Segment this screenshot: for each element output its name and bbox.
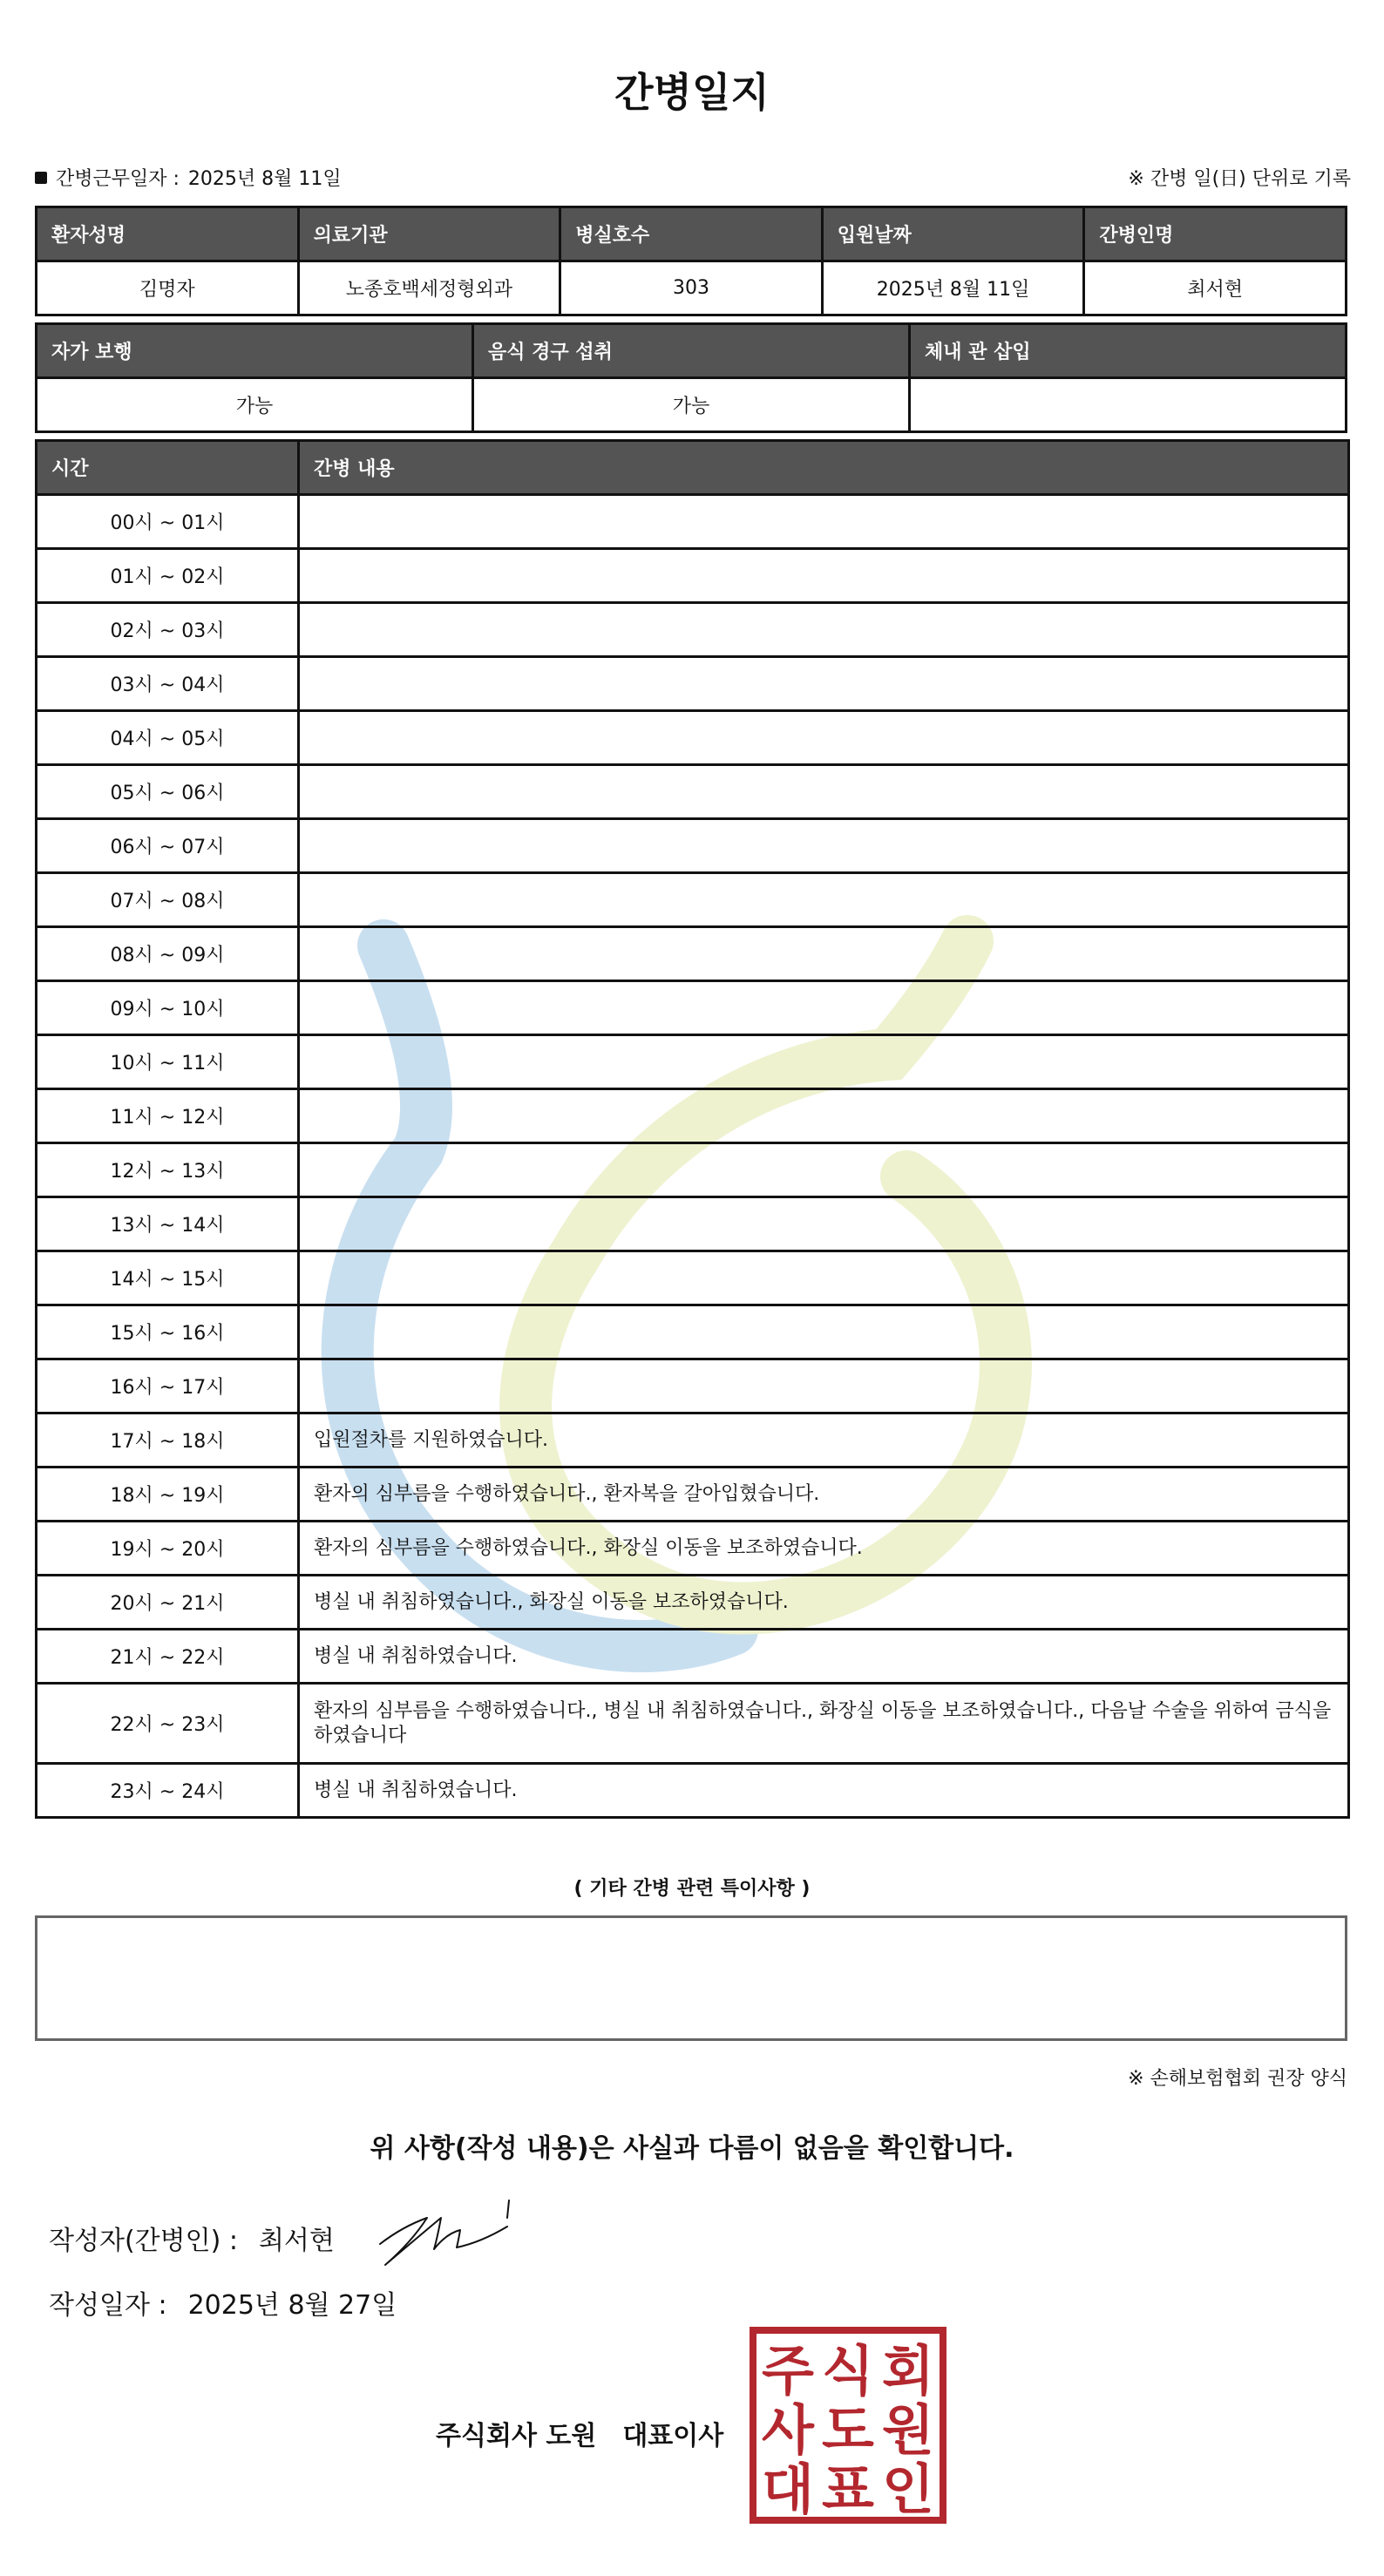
table-row xyxy=(37,765,1349,819)
table-row xyxy=(37,819,1349,873)
svg-text:원: 원 xyxy=(882,2398,934,2462)
square-bullet-icon xyxy=(35,172,47,184)
time-cell: 21시 ~ 22시 xyxy=(37,1630,299,1684)
work-date-label: 간병근무일자 : xyxy=(56,168,180,190)
care-content-cell xyxy=(299,1359,1349,1413)
confirmation-statement: 위 사항(작성 내용)은 사실과 다름이 없음을 확인합니다. xyxy=(370,2133,1014,2164)
time-cell: 07시 ~ 08시 xyxy=(37,873,299,927)
header-admission-date: 입원날짜 xyxy=(822,207,1084,261)
table-row xyxy=(37,981,1349,1035)
header-oral-intake: 음식 경구 섭취 xyxy=(473,324,910,378)
table-row xyxy=(37,603,1349,657)
svg-text:표: 표 xyxy=(822,2457,874,2521)
time-cell: 02시 ~ 03시 xyxy=(37,603,299,657)
written-date-label: 작성일자 : xyxy=(49,2290,167,2321)
time-cell: 08시 ~ 09시 xyxy=(37,927,299,981)
special-notes-title: ( 기타 간병 관련 특이사항 ) xyxy=(573,1878,811,1900)
header-room: 병실호수 xyxy=(560,207,823,261)
table-row xyxy=(37,1684,1349,1764)
header-self-walk: 자가 보행 xyxy=(37,324,473,378)
care-content-cell xyxy=(299,981,1349,1035)
time-cell: 16시 ~ 17시 xyxy=(37,1359,299,1413)
table-row xyxy=(37,1630,1349,1684)
care-content-cell xyxy=(299,603,1349,657)
time-cell: 04시 ~ 05시 xyxy=(37,711,299,765)
written-date-value: 2025년 8월 27일 xyxy=(187,2290,397,2321)
time-cell: 01시 ~ 02시 xyxy=(37,549,299,603)
table-row xyxy=(37,927,1349,981)
table-row xyxy=(37,1251,1349,1305)
svg-text:주: 주 xyxy=(762,2339,814,2403)
care-content-cell xyxy=(299,495,1349,549)
table-row xyxy=(37,1197,1349,1251)
work-date-value: 2025년 8월 11일 xyxy=(187,168,342,190)
table-row xyxy=(37,549,1349,603)
table-row xyxy=(37,1764,1349,1818)
header-caregiver: 간병인명 xyxy=(1084,207,1347,261)
self-walk-value: 가능 xyxy=(37,378,473,432)
time-cell: 11시 ~ 12시 xyxy=(37,1089,299,1143)
patient-info-table xyxy=(35,206,1347,316)
table-row xyxy=(37,495,1349,549)
care-content-cell xyxy=(299,657,1349,711)
care-content-cell xyxy=(299,1035,1349,1089)
care-content-cell xyxy=(299,1089,1349,1143)
care-content-cell xyxy=(299,1251,1349,1305)
table-row xyxy=(37,657,1349,711)
care-content-cell: 병실 내 취침하였습니다. xyxy=(299,1764,1349,1818)
care-content-cell xyxy=(299,873,1349,927)
table-row xyxy=(37,1305,1349,1359)
writer-name: 최서현 xyxy=(258,2226,335,2256)
tube-insertion-value xyxy=(910,378,1347,432)
table-row xyxy=(37,1035,1349,1089)
care-content-cell xyxy=(299,1143,1349,1197)
table-row xyxy=(37,873,1349,927)
header-tube-insertion: 체내 관 삽입 xyxy=(910,324,1347,378)
writer-line xyxy=(49,2219,335,2257)
page-title: 간병일지 xyxy=(614,69,770,116)
table-row xyxy=(37,1089,1349,1143)
table-row xyxy=(37,1468,1349,1522)
special-notes-box xyxy=(35,1915,1347,2041)
time-cell: 10시 ~ 11시 xyxy=(37,1035,299,1089)
time-cell: 23시 ~ 24시 xyxy=(37,1764,299,1818)
care-content-cell xyxy=(299,549,1349,603)
table-row xyxy=(37,1522,1349,1576)
room-number: 303 xyxy=(560,261,823,315)
header-patient-name: 환자성명 xyxy=(37,207,299,261)
written-date-line xyxy=(49,2283,397,2322)
table-row xyxy=(37,1413,1349,1468)
time-cell: 14시 ~ 15시 xyxy=(37,1251,299,1305)
svg-text:식: 식 xyxy=(822,2339,874,2403)
work-date xyxy=(35,164,342,191)
care-content-cell xyxy=(299,1197,1349,1251)
time-cell: 20시 ~ 21시 xyxy=(37,1576,299,1630)
care-content-cell: 환자의 심부름을 수행하였습니다., 환자복을 갈아입혔습니다. xyxy=(299,1468,1349,1522)
time-cell: 05시 ~ 06시 xyxy=(37,765,299,819)
care-content-cell xyxy=(299,711,1349,765)
recommendation-note: ※ 손해보험협회 권장 양식 xyxy=(1128,2068,1347,2090)
care-content-cell: 병실 내 취침하였습니다., 화장실 이동을 보조하였습니다. xyxy=(299,1576,1349,1630)
record-unit-note: ※ 간병 일(日) 단위로 기록 xyxy=(1128,168,1351,190)
company-seal-stamp xyxy=(750,2327,946,2524)
handwritten-signature xyxy=(377,2192,525,2270)
time-cell: 06시 ~ 07시 xyxy=(37,819,299,873)
care-content-cell: 병실 내 취침하였습니다. xyxy=(299,1630,1349,1684)
time-cell: 17시 ~ 18시 xyxy=(37,1413,299,1468)
writer-label: 작성자(간병인) : xyxy=(49,2226,238,2256)
time-cell: 18시 ~ 19시 xyxy=(37,1468,299,1522)
meta-row xyxy=(35,164,1351,190)
time-cell: 09시 ~ 10시 xyxy=(37,981,299,1035)
table-row xyxy=(37,1576,1349,1630)
table-row xyxy=(37,1359,1349,1413)
hospital-name: 노종호백세정형외과 xyxy=(298,261,560,315)
svg-text:도: 도 xyxy=(822,2398,874,2462)
oral-intake-value: 가능 xyxy=(473,378,910,432)
table-row xyxy=(37,1143,1349,1197)
header-care-content: 간병 내용 xyxy=(299,441,1349,495)
care-content-cell: 입원절차를 지원하였습니다. xyxy=(299,1413,1349,1468)
care-log-table xyxy=(35,439,1350,1819)
time-cell: 19시 ~ 20시 xyxy=(37,1522,299,1576)
patient-status-table xyxy=(35,322,1347,433)
care-log-body xyxy=(37,495,1349,1818)
company-title: 대표이사 xyxy=(622,2421,724,2451)
svg-text:사: 사 xyxy=(762,2398,814,2462)
caregiver-name: 최서현 xyxy=(1084,261,1347,315)
company-signature-line xyxy=(436,2414,723,2452)
time-cell: 00시 ~ 01시 xyxy=(37,495,299,549)
header-hospital: 의료기관 xyxy=(298,207,560,261)
care-content-cell xyxy=(299,1305,1349,1359)
time-cell: 22시 ~ 23시 xyxy=(37,1684,299,1764)
time-cell: 15시 ~ 16시 xyxy=(37,1305,299,1359)
svg-text:대: 대 xyxy=(762,2457,814,2521)
care-content-cell xyxy=(299,819,1349,873)
time-cell: 03시 ~ 04시 xyxy=(37,657,299,711)
care-content-cell: 환자의 심부름을 수행하였습니다., 병실 내 취침하였습니다., 화장실 이동을 보조하였습니다., 다음날 수술을 위하여 금식을 하였습니다 xyxy=(299,1684,1349,1764)
admission-date: 2025년 8월 11일 xyxy=(822,261,1084,315)
patient-name: 김명자 xyxy=(37,261,299,315)
care-content-cell: 환자의 심부름을 수행하였습니다., 화장실 이동을 보조하였습니다. xyxy=(299,1522,1349,1576)
company-name: 주식회사 도원 xyxy=(436,2421,597,2451)
time-cell: 12시 ~ 13시 xyxy=(37,1143,299,1197)
care-content-cell xyxy=(299,927,1349,981)
svg-text:회: 회 xyxy=(882,2339,934,2403)
header-time: 시간 xyxy=(37,441,299,495)
care-content-cell xyxy=(299,765,1349,819)
svg-text:인: 인 xyxy=(882,2457,934,2521)
table-row xyxy=(37,711,1349,765)
time-cell: 13시 ~ 14시 xyxy=(37,1197,299,1251)
